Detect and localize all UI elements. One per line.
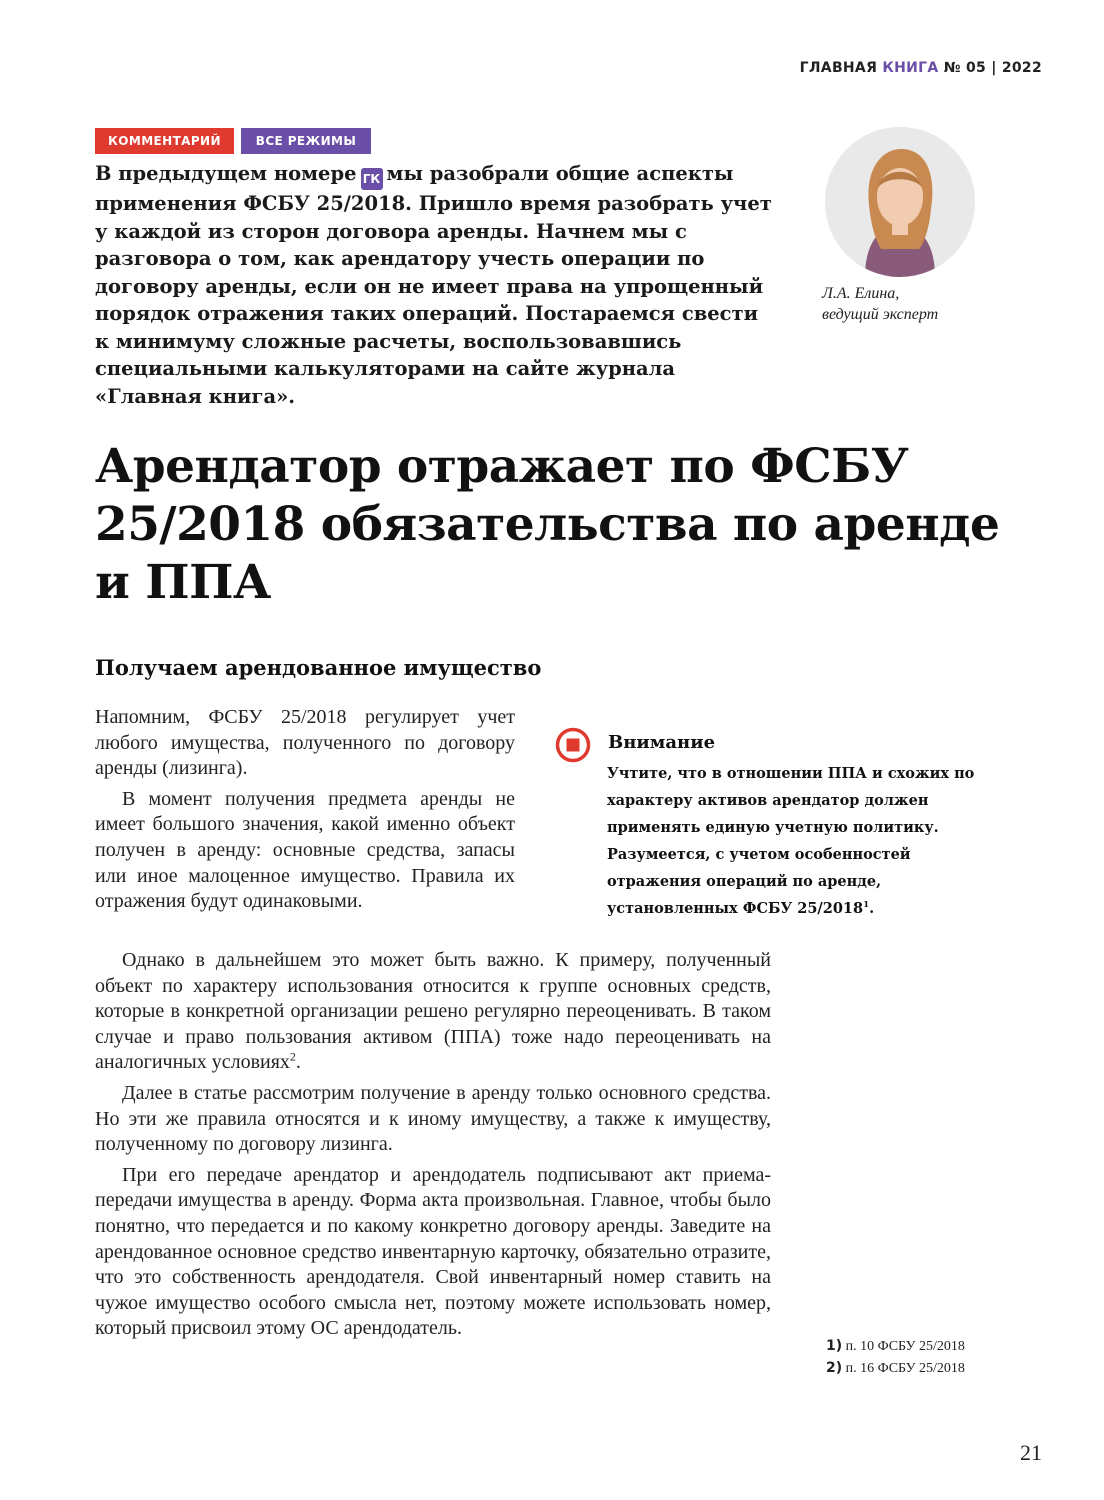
magazine-name: ГЛАВНАЯ xyxy=(799,60,878,76)
paragraph xyxy=(95,948,771,1076)
lead-paragraph xyxy=(95,160,775,410)
magazine-name-accent: КНИГА xyxy=(882,60,939,76)
body-wide-column xyxy=(95,948,771,1347)
attention-title: Внимание xyxy=(608,732,716,753)
tag-comment: КОММЕНТАРИЙ xyxy=(95,128,234,154)
attention-end: . xyxy=(869,900,875,917)
gk-logo-icon: ГК xyxy=(361,168,383,190)
running-header xyxy=(800,60,1042,76)
footnote-ref: 2 xyxy=(289,1049,296,1064)
footnote-text: п. 16 ФСБУ 25/2018 xyxy=(845,1361,965,1376)
paragraph-text: Однако в дальнейшем это может быть важно. К примеру, полученный объект по характеру использования относится к группе основных средств, которые в конкретной организации решено регулярно переоценивать. В таком случае и право пользования активом (ППА) тоже надо переоценивать на аналогичных условиях xyxy=(95,949,771,1074)
paragraph: Напомним, ФСБУ 25/2018 регулирует учет любого имущества, полученного по договору аренды (лизинга). xyxy=(95,706,515,780)
footnote-ref: 1 xyxy=(863,900,870,911)
section-heading: Получаем арендованное имущество xyxy=(95,655,542,680)
author-role: ведущий эксперт xyxy=(822,306,939,323)
stop-icon xyxy=(555,727,591,763)
tag-regime: ВСЕ РЕЖИМЫ xyxy=(241,128,371,154)
paragraph: При его передаче арендатор и арендодатель подписывают акт приема-передачи имущества в аренду. Форма акта произвольная. Главное, чтобы было понятно, что передается и по какому конкретно договору аренды. Заведите на арендованное основное средство инвентарную карточку, обязательно отразите, что это собственность арендодателя. Свой инвентарный номер ставить на чужое имущество особого смысла нет, поэтому можете использовать номер, который присвоил этому ОС арендодатель. xyxy=(95,1163,771,1340)
author-photo xyxy=(825,127,975,277)
paragraph: В момент получения предмета аренды не имеет большого значения, какой именно объект получен в аренду: основные средства, запасы или иное малоценное имущество. Правила их отражения будут одинаковыми. xyxy=(95,787,515,913)
attention-body: Учтите, что в отношении ППА и схожих по характеру активов арендатор должен применять единую учетную политику. Разумеется, с учетом особенностей отражения операций по аренде, установленных ФСБУ 25/2018 xyxy=(607,765,975,917)
lead-part1: В предыдущем номере xyxy=(95,162,357,185)
body-narrow-column xyxy=(95,705,515,920)
lead-part2: мы разобрали общие аспекты применения ФСБУ 25/2018. Пришло время разобрать учет у каждой из сторон договора аренды. Начнем мы с разговора о том, как арендатору учесть операции по договору аренды, если он не имеет права на упрощенный порядок отражения таких операций. Постараемся свести к минимуму сложные расчеты, воспользовавшись специальными калькуляторами на сайте журнала «Главная книга». xyxy=(95,162,772,408)
issue-number: № 05 | 2022 xyxy=(943,60,1042,76)
footnote-number: 2) xyxy=(826,1360,843,1376)
paragraph: Далее в статье рассмотрим получение в аренду только основного средства. Но эти же правила относятся и к иному имуществу, а также к имуществу, полученному по договору лизинга. xyxy=(95,1081,771,1156)
footnote-text: п. 10 ФСБУ 25/2018 xyxy=(845,1339,965,1354)
article-title: Арендатор отражает по ФСБУ 25/2018 обязательства по аренде и ППА xyxy=(95,439,1000,610)
paragraph-end: . xyxy=(295,1051,301,1074)
author-name: Л.А. Елина, xyxy=(822,285,900,302)
attention-text xyxy=(607,760,1007,922)
footnote-1 xyxy=(826,1338,965,1355)
page-number: 21 xyxy=(1020,1440,1042,1465)
footnote-number: 1) xyxy=(826,1338,843,1354)
footnote-2 xyxy=(826,1360,965,1377)
author-caption xyxy=(822,283,938,325)
